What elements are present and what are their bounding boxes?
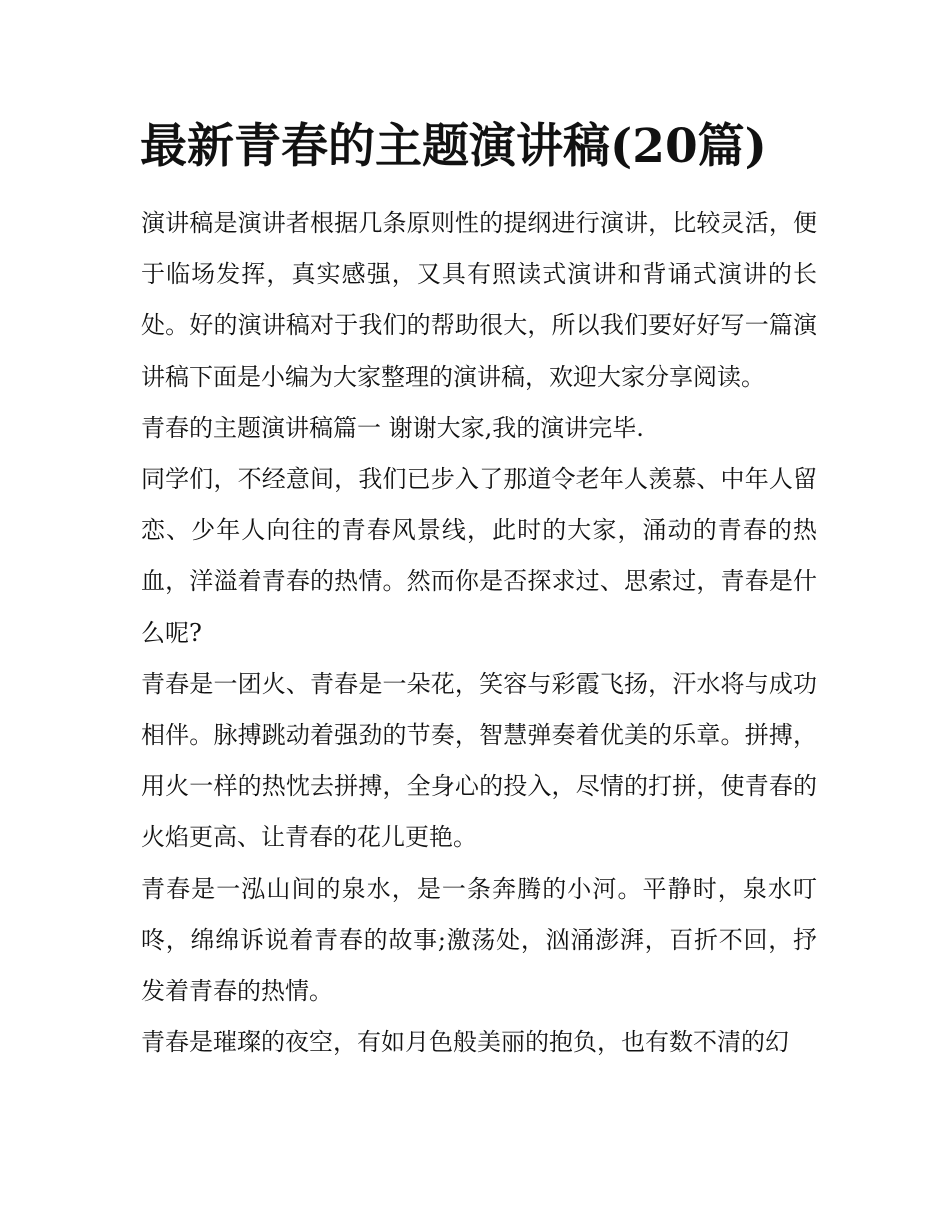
paragraph: 青春是璀璨的夜空，有如月色般美丽的抱负，也有数不清的幻 xyxy=(141,1028,789,1057)
paragraph: 青春是一团火、青春是一朵花，笑容与彩霞飞扬，汗水将与成功相伴。脉搏跳动着强劲的节奏，智慧弹奏着优美的乐章。拼搏，用火一样的热忱去拼搏，全身心的投入，尽情的打拼，使青春的火焰更高、让青春的花儿更艳。 xyxy=(141,669,817,852)
paragraph-section-heading: 青春的主题演讲稿篇一 谢谢大家,我的演讲完毕. xyxy=(141,413,644,442)
paragraph: 青春是一泓山间的泉水，是一条奔腾的小河。平静时，泉水叮咚，绵绵诉说着青春的故事;激荡处，汹涌澎湃，百折不回，抒发着青春的热情。 xyxy=(141,874,817,1006)
document-title: 最新青春的主题演讲稿(20篇) xyxy=(140,119,767,174)
paragraph: 同学们，不经意间，我们已步入了那道令老年人羡慕、中年人留恋、少年人向往的青春风景线，此时的大家，涌动的青春的热血，洋溢着青春的热情。然而你是否探求过、思索过，青春是什么呢? xyxy=(141,465,817,647)
document-body xyxy=(141,198,817,1068)
paragraph-intro: 演讲稿是演讲者根据几条原则性的提纲进行演讲，比较灵活，便于临场发挥，真实感强，又具有照读式演讲和背诵式演讲的长处。好的演讲稿对于我们的帮助很大，所以我们要好好写一篇演讲稿下面是小编为大家整理的演讲稿，欢迎大家分享阅读。 xyxy=(141,209,817,391)
